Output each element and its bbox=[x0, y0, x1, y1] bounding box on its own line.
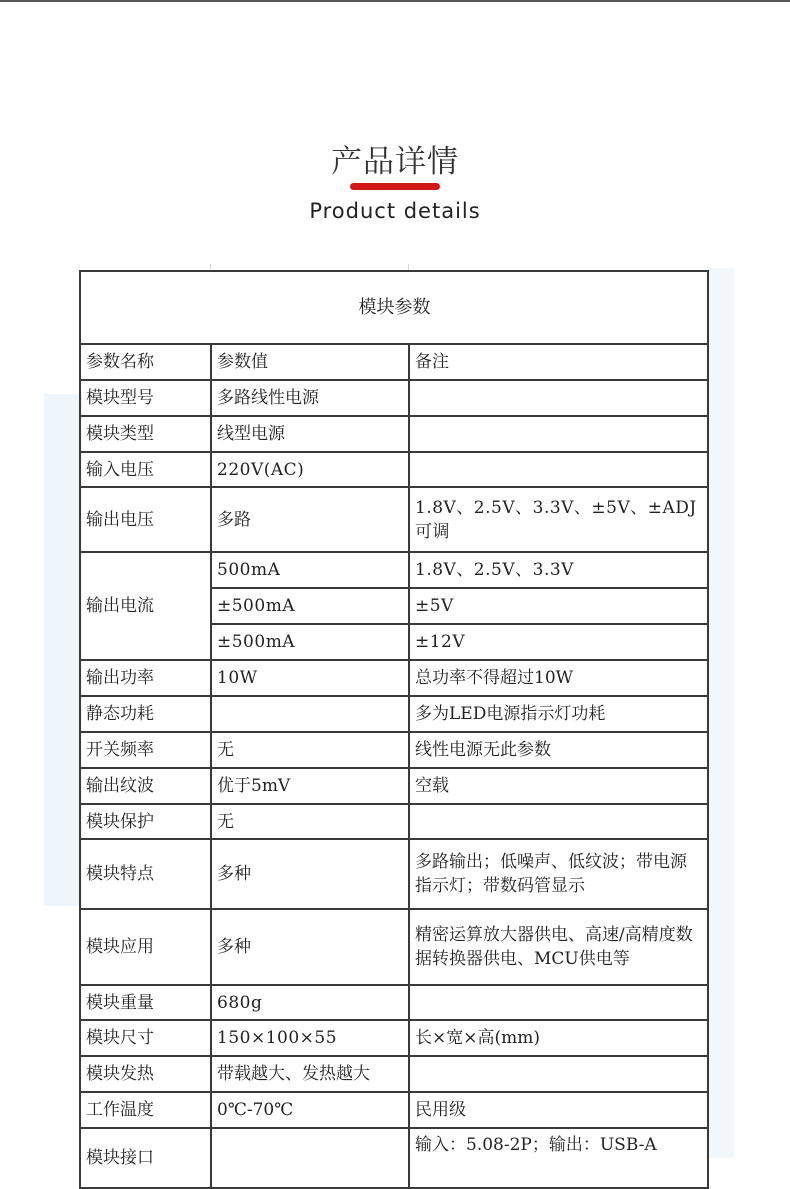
param-note bbox=[409, 804, 708, 839]
param-value: 无 bbox=[211, 732, 409, 768]
param-name: 输出电压 bbox=[80, 487, 211, 552]
param-value: 220V(AC) bbox=[211, 452, 409, 487]
param-value: 线型电源 bbox=[211, 416, 409, 452]
table-row bbox=[80, 1128, 708, 1188]
section-title-en: Product details bbox=[309, 199, 481, 223]
param-name: 输出纹波 bbox=[80, 768, 211, 804]
param-note: 输入：5.08-2P；输出：USB-A bbox=[409, 1128, 708, 1188]
param-name: 模块重量 bbox=[80, 985, 211, 1020]
background-panel-left bbox=[44, 394, 82, 906]
param-note bbox=[409, 380, 708, 416]
table-row bbox=[80, 1056, 708, 1092]
param-name: 模块应用 bbox=[80, 909, 211, 985]
table-row bbox=[80, 804, 708, 839]
param-note: 1.8V、2.5V、3.3V、±5V、±ADJ可调 bbox=[409, 487, 708, 552]
param-value: 150×100×55 bbox=[211, 1020, 409, 1056]
param-value: 无 bbox=[211, 804, 409, 839]
param-note bbox=[409, 452, 708, 487]
param-name: 输出电流 bbox=[80, 552, 211, 660]
param-value: 多种 bbox=[211, 839, 409, 909]
table-row bbox=[80, 696, 708, 732]
table-row bbox=[80, 839, 708, 909]
param-value: 多路 bbox=[211, 487, 409, 552]
spec-table bbox=[79, 270, 709, 1189]
table-row bbox=[80, 487, 708, 552]
param-note: 长×宽×高(mm) bbox=[409, 1020, 708, 1056]
param-name: 模块类型 bbox=[80, 416, 211, 452]
column-header: 备注 bbox=[409, 344, 708, 380]
param-name: 输出功率 bbox=[80, 660, 211, 696]
column-header: 参数名称 bbox=[80, 344, 211, 380]
table-row bbox=[80, 732, 708, 768]
param-note: 多为LED电源指示灯功耗 bbox=[409, 696, 708, 732]
table-title-row bbox=[80, 271, 708, 344]
param-name: 模块尺寸 bbox=[80, 1020, 211, 1056]
param-value: 680g bbox=[211, 985, 409, 1020]
param-value bbox=[211, 696, 409, 732]
param-name: 模块接口 bbox=[80, 1128, 211, 1188]
param-value: 0℃-70℃ bbox=[211, 1092, 409, 1128]
section-title-cn: 产品详情 bbox=[331, 144, 459, 180]
param-note: ±5V bbox=[409, 588, 708, 624]
param-note bbox=[409, 416, 708, 452]
param-name: 模块保护 bbox=[80, 804, 211, 839]
param-value: 多路线性电源 bbox=[211, 380, 409, 416]
table-row bbox=[80, 1092, 708, 1128]
param-name: 输入电压 bbox=[80, 452, 211, 487]
param-note: 多路输出；低噪声、低纹波；带电源指示灯；带数码管显示 bbox=[409, 839, 708, 909]
param-value bbox=[211, 1128, 409, 1188]
param-value: ±500mA bbox=[211, 624, 409, 660]
table-row bbox=[80, 768, 708, 804]
table-row bbox=[80, 380, 708, 416]
table-row bbox=[80, 452, 708, 487]
param-value: ±500mA bbox=[211, 588, 409, 624]
column-header: 参数值 bbox=[211, 344, 409, 380]
table-row bbox=[80, 660, 708, 696]
param-name: 模块发热 bbox=[80, 1056, 211, 1092]
param-name: 工作温度 bbox=[80, 1092, 211, 1128]
param-name: 模块特点 bbox=[80, 839, 211, 909]
table-row bbox=[80, 416, 708, 452]
table-header-row bbox=[80, 344, 708, 380]
param-note: 线性电源无此参数 bbox=[409, 732, 708, 768]
param-note: 总功率不得超过10W bbox=[409, 660, 708, 696]
top-divider bbox=[0, 0, 790, 2]
table-title: 模块参数 bbox=[80, 271, 708, 344]
param-name: 开关频率 bbox=[80, 732, 211, 768]
table-row bbox=[80, 985, 708, 1020]
param-value: 带载越大、发热越大 bbox=[211, 1056, 409, 1092]
param-value: 500mA bbox=[211, 552, 409, 588]
param-note: 精密运算放大器供电、高速/高精度数据转换器供电、MCU供电等 bbox=[409, 909, 708, 985]
background-panel-right bbox=[706, 268, 734, 1158]
param-note: ±12V bbox=[409, 624, 708, 660]
param-name: 静态功耗 bbox=[80, 696, 211, 732]
table-row bbox=[80, 1020, 708, 1056]
param-value: 多种 bbox=[211, 909, 409, 985]
param-value: 10W bbox=[211, 660, 409, 696]
param-note: 1.8V、2.5V、3.3V bbox=[409, 552, 708, 588]
table-row bbox=[80, 552, 708, 588]
param-value: 优于5mV bbox=[211, 768, 409, 804]
table-row bbox=[80, 909, 708, 985]
param-note bbox=[409, 985, 708, 1020]
param-note bbox=[409, 1056, 708, 1092]
param-note: 民用级 bbox=[409, 1092, 708, 1128]
param-name: 模块型号 bbox=[80, 380, 211, 416]
title-accent-bar bbox=[350, 183, 440, 190]
param-note: 空载 bbox=[409, 768, 708, 804]
